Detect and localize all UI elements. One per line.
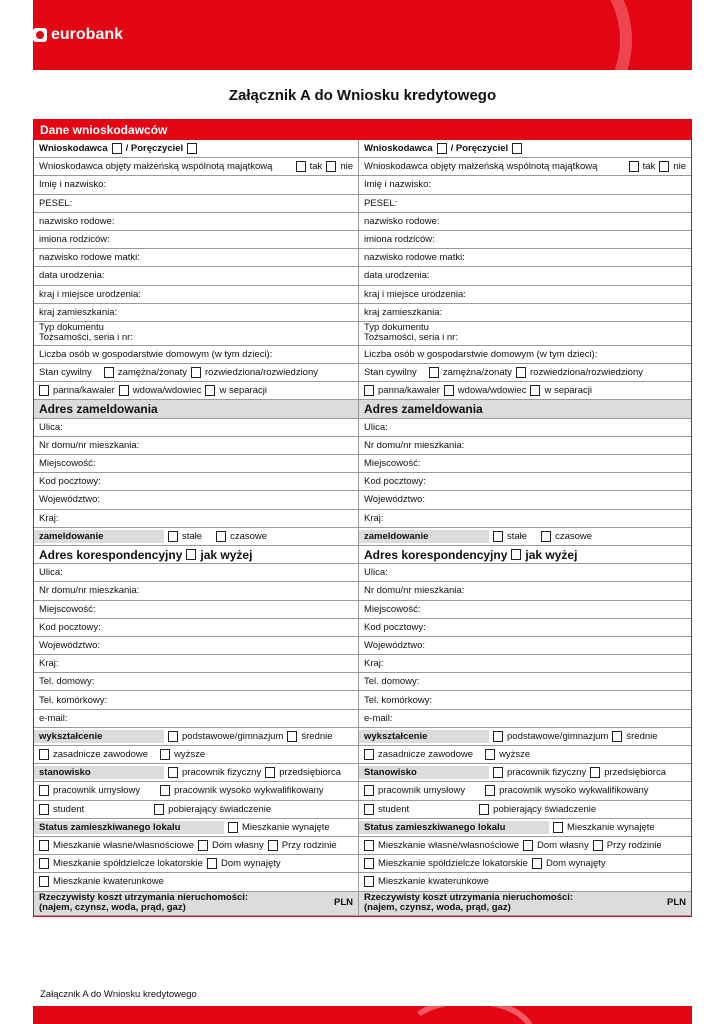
- form-cell-right[interactable]: [359, 782, 691, 800]
- company-flat-label: Mieszkanie kwaterunkowe: [378, 876, 489, 888]
- eurobank-logo: [33, 26, 123, 44]
- form-cell-left[interactable]: [34, 801, 359, 819]
- married-checkbox[interactable]: [104, 367, 114, 378]
- no-label: nie: [673, 161, 686, 173]
- form-cell-left[interactable]: [34, 582, 359, 600]
- entrepreneur-label: przedsiębiorca: [279, 767, 341, 779]
- primary-edu-label: podstawowe/gimnazjum: [507, 730, 609, 742]
- separated-checkbox[interactable]: [530, 385, 540, 396]
- owned-flat-label: Mieszkanie własne/własnościowe: [53, 840, 194, 852]
- qualified-worker-label: pracownik wysoko wykwalifikowany: [499, 785, 649, 797]
- field-label: nazwisko rodowe matki:: [39, 252, 140, 264]
- form-cell-left[interactable]: [34, 546, 359, 564]
- form-cell-right[interactable]: [359, 819, 691, 837]
- coop-flat-label: Mieszkanie spółdzielcze lokatorskie: [53, 858, 203, 870]
- with-parents-label: Przy rodzinie: [606, 840, 662, 852]
- rented-flat-checkbox[interactable]: [553, 822, 563, 833]
- form-cell-left[interactable]: [34, 473, 359, 491]
- form-cell-left[interactable]: [34, 213, 359, 231]
- form-cell-right[interactable]: [359, 673, 691, 691]
- no-label: nie: [340, 161, 353, 173]
- form-cell-left[interactable]: [34, 728, 359, 746]
- student-label: student: [378, 803, 410, 815]
- higher-edu-label: wyższe: [499, 749, 531, 761]
- field-label: imiona rodziców:: [364, 234, 435, 246]
- field-label: Kraj:: [39, 512, 59, 524]
- secondary-edu-label: średnie: [626, 730, 658, 742]
- household-label: Liczba osób w gospodarstwie domowym (w tym dzieci):: [39, 348, 273, 360]
- student-checkbox[interactable]: [364, 804, 374, 815]
- field-label: Tel. domowy:: [364, 676, 420, 688]
- form-cell-right[interactable]: [359, 286, 691, 304]
- form-cell-right[interactable]: [359, 400, 691, 418]
- coop-flat-checkbox[interactable]: [364, 858, 374, 869]
- form-cell-right[interactable]: [359, 382, 691, 400]
- spouse-no-checkbox[interactable]: [659, 161, 669, 172]
- field-label: Kod pocztowy:: [364, 476, 426, 488]
- form-cell-left[interactable]: [34, 304, 359, 322]
- field-label: Kod pocztowy:: [364, 621, 426, 633]
- form-cell-right[interactable]: [359, 855, 691, 873]
- field-label: kraj zamieszkania:: [39, 306, 118, 318]
- section-header: Dane wnioskodawców: [34, 120, 691, 140]
- divorced-label: rozwiedziona/rozwiedziony: [530, 367, 643, 379]
- form-cell-right[interactable]: [359, 873, 691, 891]
- correspondence-title: Adres korespondencyjny: [39, 547, 183, 562]
- field-label: Imię i nazwisko:: [39, 179, 107, 191]
- form-cell-right[interactable]: [359, 892, 691, 916]
- coop-flat-label: Mieszkanie spółdzielcze lokatorskie: [378, 858, 528, 870]
- yes-label: tak: [642, 161, 656, 173]
- field-label: kraj i miejsce urodzenia:: [364, 288, 466, 300]
- field-label: Kraj:: [364, 658, 384, 670]
- entrepreneur-label: przedsiębiorca: [604, 767, 666, 779]
- rented-house-checkbox[interactable]: [207, 858, 217, 869]
- household-label: Liczba osób w gospodarstwie domowym (w tym dzieci):: [364, 348, 598, 360]
- field-label: Miejscowość:: [39, 458, 96, 470]
- applicant-checkbox[interactable]: [437, 143, 447, 154]
- form-cell-left[interactable]: [34, 249, 359, 267]
- married-checkbox[interactable]: [429, 367, 439, 378]
- form-cell-left[interactable]: [34, 455, 359, 473]
- form-cell-right[interactable]: [359, 837, 691, 855]
- spouse-yes-checkbox[interactable]: [296, 161, 306, 172]
- registration-label: zameldowanie: [364, 530, 429, 542]
- education-label: wykształcenie: [39, 730, 103, 742]
- form-cell-left[interactable]: [34, 637, 359, 655]
- single-label: panna/kawaler: [378, 385, 440, 397]
- form-cell-right[interactable]: [359, 213, 691, 231]
- field-label: Nr domu/nr mieszkania:: [39, 439, 140, 451]
- form-cell-right[interactable]: [359, 249, 691, 267]
- field-label: Tel. domowy:: [39, 676, 95, 688]
- costs-detail: (najem, czynsz, woda, prąd, gaz): [364, 902, 511, 913]
- yes-label: tak: [309, 161, 323, 173]
- physical-worker-checkbox[interactable]: [493, 767, 503, 778]
- single-checkbox[interactable]: [39, 385, 49, 396]
- separated-label: w separacji: [544, 385, 592, 397]
- form-cell-right[interactable]: [359, 304, 691, 322]
- form-cell-right[interactable]: [359, 158, 691, 176]
- owned-flat-label: Mieszkanie własne/własnościowe: [378, 840, 519, 852]
- field-label: Miejscowość:: [364, 458, 421, 470]
- guarantor-label: / Poręczyciel: [450, 143, 509, 155]
- form-cell-right[interactable]: [359, 691, 691, 709]
- form-cell-left[interactable]: [34, 855, 359, 873]
- form-cell-right[interactable]: [359, 419, 691, 437]
- form-cell-right[interactable]: [359, 491, 691, 509]
- field-label: Nr domu/nr mieszkania:: [364, 439, 465, 451]
- housing-status-label: Status zamieszkiwanego lokalu: [364, 821, 506, 833]
- own-house-label: Dom własny: [536, 840, 589, 852]
- header-banner: [33, 0, 692, 70]
- physical-worker-label: pracownik fizyczny: [507, 767, 587, 779]
- form-cell-right[interactable]: [359, 710, 691, 728]
- physical-worker-label: pracownik fizyczny: [182, 767, 262, 779]
- with-parents-checkbox[interactable]: [268, 840, 278, 851]
- form-cell-left[interactable]: [34, 158, 359, 176]
- form-cell-left[interactable]: [34, 619, 359, 637]
- field-label: Województwo:: [39, 639, 101, 651]
- with-parents-checkbox[interactable]: [593, 840, 603, 851]
- id-doc-label: Typ dokumentu: [364, 322, 429, 334]
- form-cell-left[interactable]: [34, 746, 359, 764]
- widowed-checkbox[interactable]: [444, 385, 454, 396]
- vocational-label: zasadnicze zawodowe: [378, 749, 474, 761]
- form-cell-left[interactable]: [34, 400, 359, 418]
- permanent-checkbox[interactable]: [168, 531, 178, 542]
- temporary-label: czasowe: [555, 530, 593, 542]
- form-cell-left[interactable]: [34, 195, 359, 213]
- form-cell-left[interactable]: [34, 710, 359, 728]
- field-label: Kod pocztowy:: [39, 476, 101, 488]
- rented-house-label: Dom wynajęty: [220, 858, 281, 870]
- form-cell-left[interactable]: [34, 782, 359, 800]
- guarantor-checkbox[interactable]: [187, 143, 197, 154]
- form-cell-left[interactable]: [34, 231, 359, 249]
- form-cell-left[interactable]: [34, 564, 359, 582]
- vocational-checkbox[interactable]: [39, 749, 49, 760]
- single-label: panna/kawaler: [53, 385, 115, 397]
- costs-detail: (najem, czynsz, woda, prąd, gaz): [39, 902, 186, 913]
- field-label: Imię i nazwisko:: [364, 179, 432, 191]
- company-flat-label: Mieszkanie kwaterunkowe: [53, 876, 164, 888]
- divorced-label: rozwiedziona/rozwiedziony: [205, 367, 318, 379]
- field-label: Tel. komórkowy:: [39, 694, 108, 706]
- applicant-form: [33, 119, 692, 917]
- form-cell-left[interactable]: [34, 140, 359, 158]
- form-grid: [34, 140, 691, 916]
- student-label: student: [53, 803, 85, 815]
- rented-flat-label: Mieszkanie wynajęte: [567, 821, 655, 833]
- form-cell-right[interactable]: [359, 619, 691, 637]
- form-cell-right[interactable]: [359, 473, 691, 491]
- correspondence-title: Adres korespondencyjny: [364, 547, 508, 562]
- permanent-label: stałe: [507, 530, 528, 542]
- registered-address-title: Adres zameldowania: [39, 402, 158, 417]
- position-label: Stanowisko: [364, 767, 417, 779]
- housing-status-label: Status zamieszkiwanego lokalu: [39, 821, 181, 833]
- field-label: data urodzenia:: [39, 270, 105, 282]
- applicant-label: Wnioskodawca: [364, 143, 433, 155]
- qualified-checkbox[interactable]: [160, 785, 170, 796]
- guarantor-label: / Poręczyciel: [125, 143, 184, 155]
- form-cell-right[interactable]: [359, 346, 691, 364]
- form-cell-right[interactable]: [359, 746, 691, 764]
- form-cell-left[interactable]: [34, 346, 359, 364]
- benefits-label: pobierający świadczenie: [168, 803, 272, 815]
- spouse-label: Wnioskodawca objęty małżeńską wspólnotą majątkową: [39, 161, 273, 173]
- form-cell-right[interactable]: [359, 510, 691, 528]
- temporary-checkbox[interactable]: [541, 531, 551, 542]
- qualified-checkbox[interactable]: [485, 785, 495, 796]
- form-cell-left[interactable]: [34, 176, 359, 194]
- rented-house-label: Dom wynajęty: [545, 858, 606, 870]
- position-label: stanowisko: [39, 767, 91, 779]
- entrepreneur-checkbox[interactable]: [265, 767, 275, 778]
- vocational-checkbox[interactable]: [364, 749, 374, 760]
- form-cell-left[interactable]: [34, 419, 359, 437]
- field-label: Województwo:: [364, 639, 426, 651]
- form-cell-left[interactable]: [34, 382, 359, 400]
- coop-flat-checkbox[interactable]: [39, 858, 49, 869]
- primary-edu-checkbox[interactable]: [493, 731, 503, 742]
- benefits-checkbox[interactable]: [154, 804, 164, 815]
- logo-text: eurobank: [51, 26, 124, 43]
- own-house-checkbox[interactable]: [198, 840, 208, 851]
- field-label: Nr domu/nr mieszkania:: [364, 585, 465, 597]
- permanent-checkbox[interactable]: [493, 531, 503, 542]
- form-cell-left[interactable]: [34, 892, 359, 916]
- currency-label: PLN: [334, 897, 353, 908]
- form-cell-right[interactable]: [359, 140, 691, 158]
- own-house-checkbox[interactable]: [523, 840, 533, 851]
- education-label: wykształcenie: [364, 730, 428, 742]
- form-cell-right[interactable]: [359, 267, 691, 285]
- qualified-worker-label: pracownik wysoko wykwalifikowany: [174, 785, 324, 797]
- field-label: Tel. komórkowy:: [364, 694, 433, 706]
- mental-worker-label: pracownik umysłowy: [378, 785, 466, 797]
- benefits-checkbox[interactable]: [479, 804, 489, 815]
- same-address-checkbox[interactable]: [511, 549, 521, 560]
- spouse-label: Wnioskodawca objęty małżeńską wspólnotą majątkową: [364, 161, 598, 173]
- field-label: e-mail:: [364, 712, 393, 724]
- form-cell-left[interactable]: [34, 837, 359, 855]
- field-label: Województwo:: [39, 494, 101, 506]
- costs-label: Rzeczywisty koszt utrzymania nieruchomości:: [39, 892, 249, 903]
- temporary-checkbox[interactable]: [216, 531, 226, 542]
- mental-worker-checkbox[interactable]: [39, 785, 49, 796]
- field-label: kraj zamieszkania:: [364, 306, 443, 318]
- permanent-label: stałe: [182, 530, 203, 542]
- field-label: Województwo:: [364, 494, 426, 506]
- field-label: nazwisko rodowe matki:: [364, 252, 465, 264]
- field-label: PESEL:: [39, 197, 73, 209]
- form-cell-right[interactable]: [359, 637, 691, 655]
- single-checkbox[interactable]: [364, 385, 374, 396]
- field-label: Ulica:: [364, 421, 388, 433]
- field-label: Kod pocztowy:: [39, 621, 101, 633]
- rented-flat-label: Mieszkanie wynajęte: [242, 821, 330, 833]
- physical-worker-checkbox[interactable]: [168, 767, 178, 778]
- form-cell-right[interactable]: [359, 231, 691, 249]
- same-address-label: jak wyżej: [525, 547, 578, 562]
- secondary-edu-label: średnie: [301, 730, 333, 742]
- divorced-checkbox[interactable]: [516, 367, 526, 378]
- own-house-label: Dom własny: [211, 840, 264, 852]
- form-cell-left[interactable]: [34, 601, 359, 619]
- form-cell-left[interactable]: [34, 437, 359, 455]
- form-cell-right[interactable]: [359, 364, 691, 382]
- form-cell-right[interactable]: [359, 455, 691, 473]
- form-cell-left[interactable]: [34, 510, 359, 528]
- form-cell-right[interactable]: [359, 528, 691, 546]
- currency-label: PLN: [667, 897, 686, 908]
- same-address-checkbox[interactable]: [186, 549, 196, 560]
- widowed-label: wdowa/wdowiec: [132, 385, 202, 397]
- primary-edu-checkbox[interactable]: [168, 731, 178, 742]
- field-label: Kraj:: [39, 658, 59, 670]
- field-label: Ulica:: [364, 567, 388, 579]
- married-label: zamężna/żonaty: [117, 367, 187, 379]
- vocational-label: zasadnicze zawodowe: [53, 749, 149, 761]
- form-cell-right[interactable]: [359, 601, 691, 619]
- temporary-label: czasowe: [230, 530, 268, 542]
- form-cell-right[interactable]: [359, 546, 691, 564]
- with-parents-label: Przy rodzinie: [281, 840, 337, 852]
- student-checkbox[interactable]: [39, 804, 49, 815]
- field-label: Miejscowość:: [39, 603, 96, 615]
- form-cell-left[interactable]: [34, 528, 359, 546]
- form-cell-right[interactable]: [359, 322, 691, 346]
- field-label: kraj i miejsce urodzenia:: [39, 288, 141, 300]
- field-label: data urodzenia:: [364, 270, 430, 282]
- field-label: Kraj:: [364, 512, 384, 524]
- form-cell-right[interactable]: [359, 564, 691, 582]
- rented-house-checkbox[interactable]: [532, 858, 542, 869]
- field-label: Ulica:: [39, 421, 63, 433]
- benefits-label: pobierający świadczenie: [493, 803, 597, 815]
- form-cell-left[interactable]: [34, 286, 359, 304]
- company-flat-checkbox[interactable]: [364, 876, 374, 887]
- separated-label: w separacji: [219, 385, 267, 397]
- field-label: Ulica:: [39, 567, 63, 579]
- spouse-yes-checkbox[interactable]: [629, 161, 639, 172]
- applicant-checkbox[interactable]: [112, 143, 122, 154]
- married-label: zamężna/żonaty: [442, 367, 512, 379]
- mental-worker-label: pracownik umysłowy: [53, 785, 141, 797]
- id-doc-label-2: Tożsamości, seria i nr:: [364, 332, 458, 344]
- form-cell-right[interactable]: [359, 195, 691, 213]
- field-label: nazwisko rodowe:: [39, 215, 115, 227]
- civil-status-title: Stan cywilny: [39, 367, 92, 379]
- form-cell-left[interactable]: [34, 764, 359, 782]
- form-cell-right[interactable]: [359, 655, 691, 673]
- footer-bar: [33, 1006, 692, 1024]
- decorative-swirl: [562, 0, 692, 70]
- form-cell-right[interactable]: [359, 176, 691, 194]
- form-cell-left[interactable]: [34, 819, 359, 837]
- higher-edu-checkbox[interactable]: [485, 749, 495, 760]
- owned-flat-checkbox[interactable]: [39, 840, 49, 851]
- spouse-no-checkbox[interactable]: [326, 161, 336, 172]
- primary-edu-label: podstawowe/gimnazjum: [182, 730, 284, 742]
- form-cell-right[interactable]: [359, 801, 691, 819]
- form-cell-left[interactable]: [34, 691, 359, 709]
- field-label: nazwisko rodowe:: [364, 215, 440, 227]
- mental-worker-checkbox[interactable]: [364, 785, 374, 796]
- divorced-checkbox[interactable]: [191, 367, 201, 378]
- field-label: PESEL:: [364, 197, 398, 209]
- higher-edu-label: wyższe: [174, 749, 206, 761]
- form-cell-left[interactable]: [34, 655, 359, 673]
- costs-label: Rzeczywisty koszt utrzymania nieruchomości:: [364, 892, 574, 903]
- id-doc-label-2: Tożsamości, seria i nr:: [39, 332, 133, 344]
- page-title: Załącznik A do Wniosku kredytowego: [228, 87, 497, 104]
- company-flat-checkbox[interactable]: [39, 876, 49, 887]
- civil-status-title: Stan cywilny: [364, 367, 417, 379]
- widowed-label: wdowa/wdowiec: [457, 385, 527, 397]
- separated-checkbox[interactable]: [205, 385, 215, 396]
- field-label: Nr domu/nr mieszkania:: [39, 585, 140, 597]
- form-cell-right[interactable]: [359, 764, 691, 782]
- form-cell-left[interactable]: [34, 873, 359, 891]
- form-cell-right[interactable]: [359, 582, 691, 600]
- form-cell-left[interactable]: [34, 673, 359, 691]
- rented-flat-checkbox[interactable]: [228, 822, 238, 833]
- applicant-label: Wnioskodawca: [39, 143, 108, 155]
- owned-flat-checkbox[interactable]: [364, 840, 374, 851]
- secondary-edu-checkbox[interactable]: [612, 731, 622, 742]
- form-cell-left[interactable]: [34, 322, 359, 346]
- widowed-checkbox[interactable]: [119, 385, 129, 396]
- form-cell-right[interactable]: [359, 728, 691, 746]
- guarantor-checkbox[interactable]: [512, 143, 522, 154]
- form-cell-left[interactable]: [34, 364, 359, 382]
- secondary-edu-checkbox[interactable]: [287, 731, 297, 742]
- footer-text: Załącznik A do Wniosku kredytowego: [40, 989, 197, 1000]
- form-cell-left[interactable]: [34, 491, 359, 509]
- form-cell-left[interactable]: [34, 267, 359, 285]
- registered-address-title: Adres zameldowania: [364, 402, 483, 417]
- logo-icon: [33, 28, 47, 42]
- entrepreneur-checkbox[interactable]: [590, 767, 600, 778]
- field-label: Miejscowość:: [364, 603, 421, 615]
- field-label: e-mail:: [39, 712, 68, 724]
- field-label: imiona rodziców:: [39, 234, 110, 246]
- id-doc-label: Typ dokumentu: [39, 322, 104, 334]
- form-cell-right[interactable]: [359, 437, 691, 455]
- higher-edu-checkbox[interactable]: [160, 749, 170, 760]
- registration-label: zameldowanie: [39, 530, 104, 542]
- same-address-label: jak wyżej: [200, 547, 253, 562]
